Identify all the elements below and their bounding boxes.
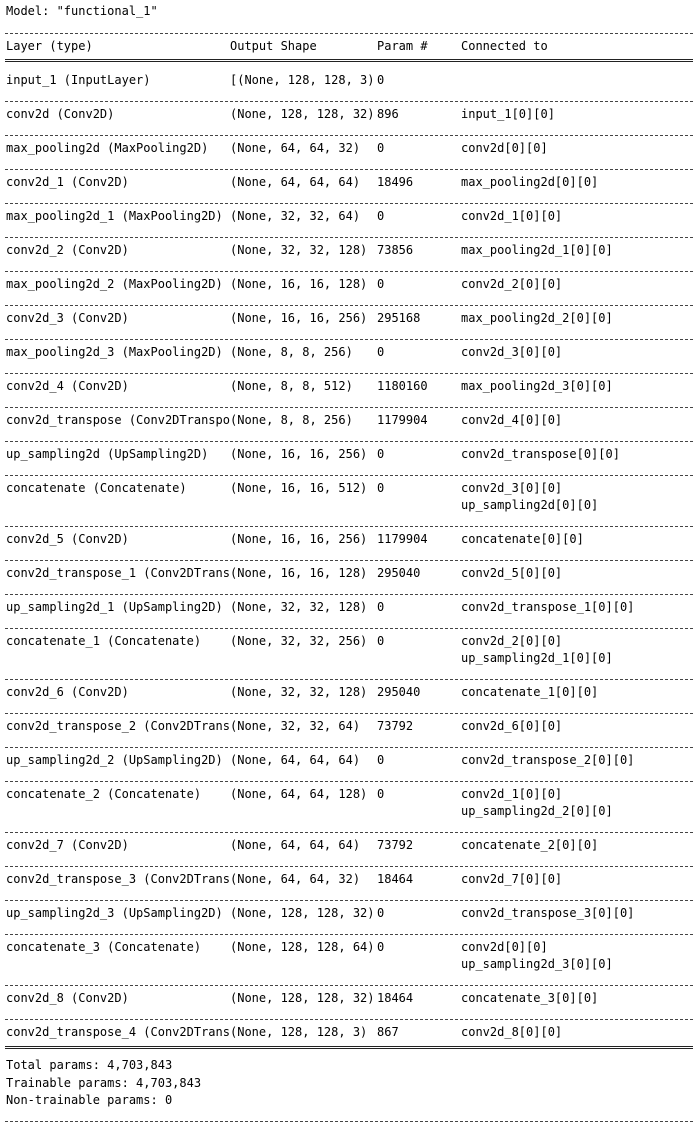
connected-to: up_sampling2d_2[0][0]	[461, 804, 613, 818]
row-separator	[5, 271, 693, 272]
connected-to: up_sampling2d[0][0]	[461, 498, 599, 512]
param-count: 896	[377, 107, 399, 121]
param-count: 295040	[377, 566, 421, 580]
top-rule	[5, 33, 693, 34]
param-count: 0	[377, 345, 385, 359]
header-layer: Layer (type)	[6, 39, 93, 53]
row-separator	[5, 832, 693, 833]
param-count: 0	[377, 753, 385, 767]
param-count: 295040	[377, 685, 421, 699]
param-count: 1179904	[377, 532, 428, 546]
row-separator	[5, 679, 693, 680]
output-shape: (None, 128, 128, 64)	[230, 940, 375, 954]
output-shape: (None, 64, 64, 64)	[230, 838, 361, 852]
row-separator	[5, 985, 693, 986]
output-shape: (None, 64, 64, 64)	[230, 753, 361, 767]
layer-name: max_pooling2d_1 (MaxPooling2D)	[6, 209, 223, 223]
row-separator	[5, 526, 693, 527]
param-count: 1180160	[377, 379, 428, 393]
connected-to: up_sampling2d_1[0][0]	[461, 651, 613, 665]
output-shape: (None, 16, 16, 256)	[230, 447, 368, 461]
header-connected-to: Connected to	[461, 39, 548, 53]
model-title: Model: "functional_1"	[6, 4, 158, 18]
layer-name: up_sampling2d_1 (UpSampling2D)	[6, 600, 223, 614]
layer-name: up_sampling2d_2 (UpSampling2D)	[6, 753, 223, 767]
output-shape: (None, 16, 16, 256)	[230, 311, 368, 325]
param-count: 295168	[377, 311, 421, 325]
param-count: 0	[377, 141, 385, 155]
layer-name: max_pooling2d_2 (MaxPooling2D)	[6, 277, 223, 291]
connected-to: conv2d_6[0][0]	[461, 719, 563, 733]
row-separator	[5, 475, 693, 476]
layer-name: concatenate (Concatenate)	[6, 481, 187, 495]
layer-name: conv2d_6 (Conv2D)	[6, 685, 129, 699]
bottom-rule	[5, 1121, 693, 1122]
param-count: 73792	[377, 719, 414, 733]
row-separator	[5, 373, 693, 374]
param-count: 0	[377, 634, 385, 648]
connected-to: conv2d_transpose_1[0][0]	[461, 600, 635, 614]
output-shape: [(None, 128, 128, 3)	[230, 73, 375, 87]
total-params: Total params: 4,703,843	[6, 1058, 173, 1072]
connected-to: input_1[0][0]	[461, 107, 555, 121]
connected-to: concatenate[0][0]	[461, 532, 584, 546]
param-count: 0	[377, 600, 385, 614]
output-shape: (None, 64, 64, 64)	[230, 175, 361, 189]
layer-name: conv2d_5 (Conv2D)	[6, 532, 129, 546]
row-separator	[5, 305, 693, 306]
layer-name: up_sampling2d (UpSampling2D)	[6, 447, 209, 461]
param-count: 18496	[377, 175, 414, 189]
param-count: 0	[377, 209, 385, 223]
param-count: 0	[377, 787, 385, 801]
connected-to: conv2d_4[0][0]	[461, 413, 563, 427]
row-separator	[5, 169, 693, 170]
connected-to: conv2d_3[0][0]	[461, 345, 563, 359]
row-separator	[5, 713, 693, 714]
connected-to: conv2d_2[0][0]	[461, 277, 563, 291]
param-count: 867	[377, 1025, 399, 1039]
row-separator	[5, 866, 693, 867]
layer-name: up_sampling2d_3 (UpSampling2D)	[6, 906, 223, 920]
trainable-params: Trainable params: 4,703,843	[6, 1076, 202, 1090]
layer-name: max_pooling2d_3 (MaxPooling2D)	[6, 345, 223, 359]
layer-name: input_1 (InputLayer)	[6, 73, 151, 87]
output-shape: (None, 32, 32, 128)	[230, 685, 368, 699]
param-count: 0	[377, 277, 385, 291]
output-shape: (None, 8, 8, 512)	[230, 379, 353, 393]
layer-name: conv2d_8 (Conv2D)	[6, 991, 129, 1005]
header-rule	[5, 59, 693, 62]
output-shape: (None, 128, 128, 3)	[230, 1025, 368, 1039]
output-shape: (None, 32, 32, 64)	[230, 209, 361, 223]
header-param: Param #	[377, 39, 428, 53]
param-count: 0	[377, 906, 385, 920]
connected-to: max_pooling2d_3[0][0]	[461, 379, 613, 393]
connected-to: max_pooling2d_2[0][0]	[461, 311, 613, 325]
output-shape: (None, 32, 32, 64)	[230, 719, 361, 733]
output-shape: (None, 32, 32, 256)	[230, 634, 368, 648]
summary-rule	[5, 1046, 693, 1049]
output-shape: (None, 128, 128, 32)	[230, 107, 375, 121]
param-count: 18464	[377, 872, 414, 886]
row-separator	[5, 747, 693, 748]
row-separator	[5, 934, 693, 935]
layer-name: conv2d_1 (Conv2D)	[6, 175, 129, 189]
connected-to: conv2d[0][0]	[461, 141, 548, 155]
connected-to: conv2d[0][0]	[461, 940, 548, 954]
output-shape: (None, 64, 64, 128)	[230, 787, 368, 801]
layer-name: concatenate_2 (Concatenate)	[6, 787, 202, 801]
layer-name: max_pooling2d (MaxPooling2D)	[6, 141, 209, 155]
connected-to: concatenate_1[0][0]	[461, 685, 599, 699]
layer-name: conv2d_transpose (Conv2DTranspo	[6, 413, 230, 427]
non-trainable-params: Non-trainable params: 0	[6, 1093, 173, 1107]
param-count: 18464	[377, 991, 414, 1005]
connected-to: conv2d_transpose[0][0]	[461, 447, 620, 461]
output-shape: (None, 16, 16, 256)	[230, 532, 368, 546]
row-separator	[5, 407, 693, 408]
connected-to: up_sampling2d_3[0][0]	[461, 957, 613, 971]
layer-name: conv2d_4 (Conv2D)	[6, 379, 129, 393]
output-shape: (None, 128, 128, 32)	[230, 991, 375, 1005]
connected-to: max_pooling2d[0][0]	[461, 175, 599, 189]
output-shape: (None, 16, 16, 128)	[230, 566, 368, 580]
param-count: 73792	[377, 838, 414, 852]
connected-to: conv2d_1[0][0]	[461, 787, 563, 801]
output-shape: (None, 8, 8, 256)	[230, 345, 353, 359]
param-count: 0	[377, 73, 385, 87]
output-shape: (None, 64, 64, 32)	[230, 872, 361, 886]
connected-to: conv2d_3[0][0]	[461, 481, 563, 495]
connected-to: concatenate_2[0][0]	[461, 838, 599, 852]
layer-name: conv2d_3 (Conv2D)	[6, 311, 129, 325]
param-count: 1179904	[377, 413, 428, 427]
row-separator	[5, 203, 693, 204]
layer-name: conv2d_7 (Conv2D)	[6, 838, 129, 852]
layer-name: conv2d_transpose_3 (Conv2DTrans	[6, 872, 230, 886]
connected-to: concatenate_3[0][0]	[461, 991, 599, 1005]
output-shape: (None, 8, 8, 256)	[230, 413, 353, 427]
output-shape: (None, 32, 32, 128)	[230, 243, 368, 257]
connected-to: conv2d_transpose_2[0][0]	[461, 753, 635, 767]
row-separator	[5, 628, 693, 629]
row-separator	[5, 339, 693, 340]
connected-to: conv2d_1[0][0]	[461, 209, 563, 223]
layer-name: concatenate_3 (Concatenate)	[6, 940, 202, 954]
param-count: 0	[377, 481, 385, 495]
layer-name: concatenate_1 (Concatenate)	[6, 634, 202, 648]
connected-to: conv2d_transpose_3[0][0]	[461, 906, 635, 920]
layer-name: conv2d_transpose_2 (Conv2DTrans	[6, 719, 230, 733]
param-count: 0	[377, 447, 385, 461]
connected-to: max_pooling2d_1[0][0]	[461, 243, 613, 257]
row-separator	[5, 900, 693, 901]
connected-to: conv2d_8[0][0]	[461, 1025, 563, 1039]
layer-name: conv2d_transpose_1 (Conv2DTrans	[6, 566, 230, 580]
header-output-shape: Output Shape	[230, 39, 317, 53]
output-shape: (None, 16, 16, 512)	[230, 481, 368, 495]
row-separator	[5, 560, 693, 561]
connected-to: conv2d_7[0][0]	[461, 872, 563, 886]
row-separator	[5, 441, 693, 442]
layer-name: conv2d_2 (Conv2D)	[6, 243, 129, 257]
layer-name: conv2d_transpose_4 (Conv2DTrans	[6, 1025, 230, 1039]
output-shape: (None, 16, 16, 128)	[230, 277, 368, 291]
param-count: 0	[377, 940, 385, 954]
row-separator	[5, 101, 693, 102]
row-separator	[5, 237, 693, 238]
output-shape: (None, 128, 128, 32)	[230, 906, 375, 920]
row-separator	[5, 135, 693, 136]
param-count: 73856	[377, 243, 414, 257]
output-shape: (None, 64, 64, 32)	[230, 141, 361, 155]
row-separator	[5, 1019, 693, 1020]
row-separator	[5, 781, 693, 782]
connected-to: conv2d_5[0][0]	[461, 566, 563, 580]
connected-to: conv2d_2[0][0]	[461, 634, 563, 648]
layer-name: conv2d (Conv2D)	[6, 107, 115, 121]
output-shape: (None, 32, 32, 128)	[230, 600, 368, 614]
row-separator	[5, 594, 693, 595]
